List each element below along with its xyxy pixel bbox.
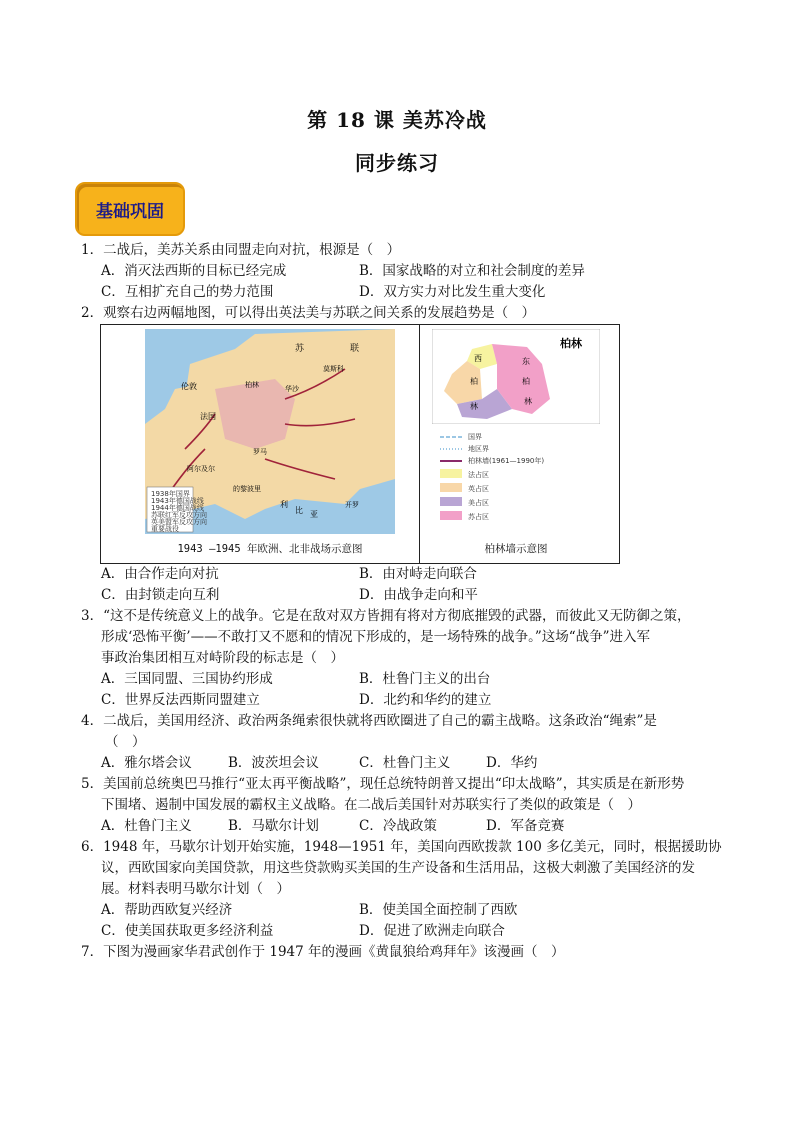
option-d[interactable]: D．华约: [486, 755, 538, 771]
question-stem: 4．二战后，美国用经济、政治两条绳索很快就将西欧圈进了自己的霸主战略。这条政治“绳索”是: [81, 713, 657, 729]
option-b[interactable]: B．国家战略的对立和社会制度的差异: [359, 263, 585, 279]
question-stem: 6．1948 年，马歇尔计划开始实施，1948—1951 年，美国向西欧拨款 100 多亿美元，同时，根据援助协: [81, 839, 722, 855]
option-d[interactable]: D．由战争走向和平: [359, 587, 478, 603]
map-label: 法国: [200, 412, 216, 421]
map-label: 阿尔及尔: [187, 465, 215, 473]
map-label: 苏: [295, 344, 305, 354]
option-c[interactable]: C．使美国获取更多经济利益: [101, 923, 274, 939]
figure-divider: [419, 325, 420, 563]
option-a[interactable]: A．杜鲁门主义: [101, 818, 192, 834]
option-d[interactable]: D．军备竞赛: [486, 818, 565, 834]
question-stem: 5．美国前总统奥巴马推行“亚太再平衡战略”，现任总统特朗普又提出“印太战略”，其实质是在新形势: [81, 776, 685, 792]
map-figure: [100, 324, 620, 564]
question-2: [81, 303, 731, 324]
legend-item: 重要战役: [151, 525, 179, 533]
zone-label: 林: [524, 397, 532, 406]
map-label: 罗马: [253, 448, 267, 456]
map-label: 利: [280, 500, 288, 509]
section-badge: [75, 182, 185, 236]
question-stem: 2．观察右边两幅地图，可以得出英法美与苏联之间关系的发展趋势是（ ）: [81, 305, 536, 321]
question-stem: 议，西欧国家向美国贷款，用这些贷款购买美国的生产设备和生活用品，这极大刺激了美国经济的发: [101, 860, 695, 876]
page-title: 第 18 课 美苏冷战: [307, 108, 487, 132]
legend-item: 美占区: [468, 499, 489, 507]
legend-item: 英美盟军反攻方向: [151, 518, 207, 526]
option-a[interactable]: A．消灭法西斯的目标已经完成: [101, 263, 287, 279]
map-label: 比: [295, 506, 303, 515]
question-stem: 形成‘恐怖平衡’——不敢打又不愿和的情况下形成的，是一场特殊的战争。”这场“战争”进入军: [101, 629, 651, 645]
option-c[interactable]: C．世界反法西斯同盟建立: [101, 692, 260, 708]
question-stem: 7．下图为漫画家华君武创作于 1947 年的漫画《黄鼠狼给鸡拜年》该漫画（ ）: [81, 944, 565, 960]
legend-item: 苏联红军反攻方向: [151, 511, 207, 519]
option-d[interactable]: D．北约和华约的建立: [359, 692, 492, 708]
legend-item: 地区界: [468, 445, 489, 453]
question-4: [81, 711, 731, 753]
legend-swatch: [440, 469, 462, 478]
legend-item: 1938年国界: [151, 490, 190, 498]
page-subtitle: 同步练习: [355, 151, 439, 175]
legend-item: 苏占区: [468, 513, 489, 521]
map-label: 伦敦: [181, 382, 197, 391]
zone-label: 柏: [522, 377, 530, 386]
map-label: 的黎波里: [233, 485, 261, 493]
question-stem: 展。材料表明马歇尔计划（ ）: [101, 881, 290, 897]
legend-item: 法占区: [468, 471, 489, 479]
section-badge-label: 基础巩固: [96, 201, 164, 222]
berlin-map-title: 柏林: [560, 337, 582, 350]
map-label: 联: [350, 344, 360, 354]
option-a[interactable]: A．雅尔塔会议: [101, 755, 192, 771]
question-stem: 下围堵、遏制中国发展的霸权主义战略。在二战后美国针对苏联实行了类似的政策是（ ）: [101, 797, 641, 813]
option-c[interactable]: C．互相扩充自己的势力范围: [101, 284, 274, 300]
question-5: [81, 774, 731, 816]
map-label: 华沙: [285, 385, 299, 393]
legend-swatch: [440, 483, 462, 492]
option-b[interactable]: B．波茨坦会议: [228, 755, 319, 771]
legend-swatch: [440, 497, 462, 506]
option-d[interactable]: D．促进了欧洲走向联合: [359, 923, 505, 939]
question-stem: 事政治集团相互对峙阶段的标志是（ ）: [101, 650, 344, 666]
map-label: 柏林: [245, 381, 259, 389]
option-a[interactable]: A．帮助西欧复兴经济: [101, 902, 233, 918]
option-b[interactable]: B．由对峙走向联合: [359, 566, 477, 582]
question-1: [81, 240, 731, 261]
zone-label: 东: [522, 357, 530, 366]
option-a[interactable]: A．由合作走向对抗: [101, 566, 219, 582]
option-c[interactable]: C．冷战政策: [359, 818, 437, 834]
question-6: [81, 837, 731, 900]
question-7: [81, 942, 731, 963]
zone-label: 林: [470, 402, 478, 411]
option-a[interactable]: A．三国同盟、三国协约形成: [101, 671, 273, 687]
legend-swatch: [440, 511, 462, 520]
map-caption-left: 1943 —1945 年欧洲、北非战场示意图: [177, 543, 363, 555]
option-d[interactable]: D．双方实力对比发生重大变化: [359, 284, 546, 300]
berlin-map: [432, 329, 600, 424]
legend-item: 柏林墙(1961—1990年): [468, 457, 545, 465]
map-label: 莫斯科: [323, 365, 344, 373]
map-caption-right: 柏林墙示意图: [484, 543, 548, 555]
legend-item: 1943年德国战线: [151, 497, 204, 505]
map-axis-area: [215, 379, 295, 449]
option-b[interactable]: B．杜鲁门主义的出台: [359, 671, 491, 687]
zone-label: 柏: [470, 377, 478, 386]
option-c[interactable]: C．杜鲁门主义: [359, 755, 451, 771]
map-label: 开罗: [345, 501, 359, 509]
option-c[interactable]: C．由封锁走向互利: [101, 587, 220, 603]
question-stem: 3．“这不是传统意义上的战争。它是在敌对双方皆拥有将对方彻底摧毁的武器，而彼此又无防御之策，: [81, 608, 691, 624]
berlin-legend: [432, 431, 600, 531]
legend-item: 1944年德国战线: [151, 504, 204, 512]
legend-item: 国界: [468, 433, 482, 441]
map-label: 亚: [310, 510, 318, 519]
question-3: [81, 606, 731, 669]
zone-label: 西: [474, 354, 482, 363]
option-b[interactable]: B．使美国全面控制了西欧: [359, 902, 518, 918]
option-b[interactable]: B．马歇尔计划: [228, 818, 319, 834]
question-stem: 1．二战后，美苏关系由同盟走向对抗，根源是（ ）: [81, 242, 401, 258]
question-stem: （ ）: [105, 734, 146, 750]
legend-item: 英占区: [468, 485, 489, 493]
